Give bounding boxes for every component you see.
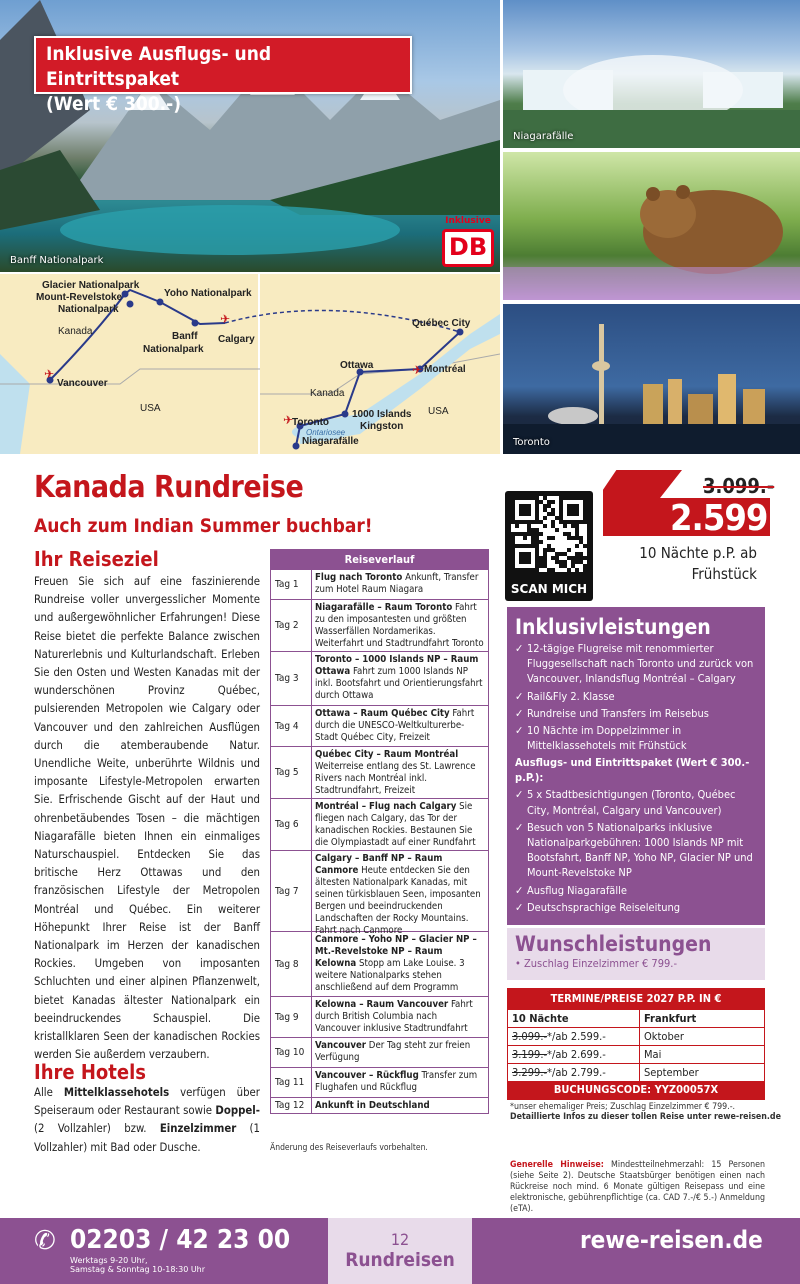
itinerary-table bbox=[270, 549, 489, 1114]
map-label: Mount-Revelstoke bbox=[36, 292, 123, 303]
inclusive-item: ✓ Besuch von 5 Nationalparks inklusive Nationalparkgebühren: 1000 Islands NP mit Bootsfahrt, Banff NP, Yoho NP, Glacier NP und Mount-Revelstoke NP bbox=[515, 820, 759, 881]
itinerary-day-title: Flug nach Toronto bbox=[315, 572, 403, 583]
itinerary-day-title: Québec City – Raum Montréal bbox=[315, 749, 459, 760]
inclusive-box bbox=[507, 607, 765, 925]
map-label: Québec City bbox=[412, 318, 471, 329]
old-price-value: 3.199.- bbox=[512, 1048, 548, 1061]
itinerary-day-text: Fahrt zum 1000 Islands NP inkl. Bootsfahrt und Orientierungsfahrt durch Ottawa bbox=[315, 666, 483, 701]
general-notes bbox=[510, 1160, 765, 1215]
old-price-value: 3.099.- bbox=[512, 1030, 548, 1043]
itinerary-description bbox=[312, 570, 488, 599]
old-price-value: 3.299.- bbox=[512, 1066, 548, 1079]
itinerary-day-title: Vancouver – Rückflug bbox=[315, 1070, 419, 1081]
inclusive-title: Inklusivleistungen bbox=[515, 615, 711, 639]
dates-col-header bbox=[508, 1009, 764, 1027]
map-label: Kanada bbox=[58, 326, 93, 337]
map-label: 1000 Islands bbox=[352, 409, 412, 420]
map-label: Yoho Nationalpark bbox=[164, 288, 252, 299]
itinerary-row bbox=[271, 599, 488, 651]
itinerary-row bbox=[271, 746, 488, 798]
route-map bbox=[0, 274, 500, 454]
toronto-photo bbox=[503, 304, 800, 454]
itinerary-day-title: Vancouver bbox=[315, 1040, 367, 1051]
map-label: Banff bbox=[172, 331, 198, 342]
footnote-1: *unser ehemaliger Preis; Zuschlag Einzelzimmer € 799.-. bbox=[510, 1102, 736, 1112]
itinerary-description bbox=[312, 600, 488, 651]
itinerary-day-text: Transfer zum Flughafen und Rückflug bbox=[315, 1070, 478, 1093]
page-number: 12 bbox=[390, 1230, 410, 1249]
map-label: Montréal bbox=[424, 364, 466, 375]
itinerary-note: Änderung des Reiseverlaufs vorbehalten. bbox=[270, 1143, 428, 1153]
itinerary-day-title: Kelowna – Raum Vancouver bbox=[315, 999, 449, 1010]
svg-text:✈: ✈ bbox=[220, 312, 231, 326]
itinerary-day: Tag 6 bbox=[271, 799, 312, 850]
itinerary-day-text: Fahrt durch British Columbia nach Vancouver inklusive Stadtrundfahrt bbox=[315, 999, 473, 1034]
price-line-1: 10 Nächte p.P. ab bbox=[639, 544, 757, 562]
itinerary-header: Reiseverlauf bbox=[271, 550, 488, 569]
inclusive-list bbox=[507, 641, 765, 753]
dates-header: TERMINE/PREISE 2027 P.P. IN € bbox=[508, 989, 764, 1009]
itinerary-row bbox=[271, 931, 488, 996]
page-section: Rundreisen bbox=[345, 1249, 455, 1271]
itinerary-description bbox=[312, 706, 488, 746]
map-label: Ontariosee bbox=[306, 428, 346, 437]
phone-icon: ✆ bbox=[34, 1226, 56, 1256]
dates-month: September bbox=[644, 1066, 699, 1079]
bear-illustration bbox=[503, 152, 800, 300]
inclusive-item: ✓ 12-tägige Flugreise mit renommierter Fluggesellschaft nach Toronto und zurück von Vancouver, Inlandsflug Montréal – Calgary bbox=[515, 641, 759, 687]
map-label: Nationalpark bbox=[58, 304, 119, 315]
itinerary-day: Tag 9 bbox=[271, 997, 312, 1037]
heading-reiseziel: Ihr Reiseziel bbox=[34, 547, 159, 571]
db-logo: DB bbox=[442, 229, 494, 267]
itinerary-day-text: Fahrt durch die UNESCO-Weltkulturerbe-Stadt Québec City, Freizeit bbox=[315, 708, 475, 743]
package-list bbox=[507, 787, 765, 915]
itinerary-day-title: Ankunft in Deutschland bbox=[315, 1100, 430, 1111]
dates-price bbox=[508, 1064, 640, 1081]
col-nights: 10 Nächte bbox=[508, 1010, 640, 1027]
itinerary-day-text: Stopp am Lake Louise. 3 weitere Nationalparks stehen anschließend auf dem Programm bbox=[315, 958, 465, 993]
wunsch-item: • Zuschlag Einzelzimmer € 799.- bbox=[515, 957, 678, 970]
inclusive-item: ✓ Rail&Fly 2. Klasse bbox=[515, 689, 759, 704]
map-label: Nationalpark bbox=[143, 344, 204, 355]
qr-svg bbox=[511, 496, 587, 572]
inclusive-item: ✓ Deutschsprachige Reiseleitung bbox=[515, 900, 759, 915]
notes-text: Mindestteilnehmerzahl: 15 Personen (siehe Seite 2). Deutsche Staatsbürger benötigen einen nach Rückreise noch mind. 6 Monate gültigen Reisepass und eine elektronische, gebührenpflichtige (ca. CAD 7.-/€ 5.-) Anmeldung (eTA). bbox=[510, 1160, 765, 1214]
itinerary-row bbox=[271, 705, 488, 746]
itinerary-day-title: Niagarafälle – Raum Toronto bbox=[315, 602, 453, 613]
itinerary-day: Tag 8 bbox=[271, 932, 312, 996]
itinerary-day-title: Montréal – Flug nach Calgary bbox=[315, 801, 457, 812]
itinerary-day: Tag 12 bbox=[271, 1098, 312, 1113]
map-label: Vancouver bbox=[57, 378, 108, 389]
old-price: 3.099.- bbox=[703, 474, 775, 498]
dates-price bbox=[508, 1046, 640, 1063]
itinerary-day-text: Weiterreise entlang des St. Lawrence Rivers nach Montréal inkl. Stadtrundfahrt, Freizeit bbox=[315, 761, 476, 796]
svg-text:✈: ✈ bbox=[44, 367, 55, 381]
itinerary-day-title: Canmore – Yoho NP – Glacier NP – Mt.-Revelstoke NP – Raum Kelowna bbox=[315, 934, 477, 969]
map-label: Niagarafälle bbox=[302, 436, 359, 447]
hours-line-2: Samstag & Sonntag 10-18:30 Uhr bbox=[70, 1265, 206, 1274]
db-label: Inklusive bbox=[445, 216, 491, 226]
bear-photo bbox=[503, 152, 800, 300]
itinerary-row bbox=[271, 1067, 488, 1097]
itinerary-day-text: Heute entdecken Sie den ältesten Nationalpark Kanadas, mit seinen türkisblauen Seen, imposanten Bergen und beeindruckenden Landschaften der Rocky Mountains. Fahrt nach Canmore bbox=[315, 865, 481, 936]
wunsch-title: Wunschleistungen bbox=[515, 932, 712, 956]
itinerary-row bbox=[271, 651, 488, 705]
inclusive-item: ✓ Rundreise und Transfers im Reisebus bbox=[515, 706, 759, 721]
new-price: 2.599.- bbox=[670, 498, 792, 539]
map-label: USA bbox=[428, 406, 449, 417]
svg-text:✈: ✈ bbox=[412, 363, 423, 377]
itinerary-day-text: Der Tag steht zur freien Verfügung bbox=[315, 1040, 471, 1063]
price-subtext bbox=[600, 543, 757, 585]
page-title: Kanada Rundreise bbox=[34, 470, 304, 505]
itinerary-description bbox=[312, 799, 488, 850]
dates-row bbox=[508, 1027, 764, 1045]
map-label: USA bbox=[140, 403, 161, 414]
itinerary-day: Tag 5 bbox=[271, 747, 312, 798]
map-label: Ottawa bbox=[340, 360, 374, 371]
itinerary-description bbox=[312, 652, 488, 705]
itinerary-row bbox=[271, 1037, 488, 1067]
skyline-illustration bbox=[503, 304, 800, 454]
map-label: Kanada bbox=[310, 388, 345, 399]
price-value: */ab 2.699.- bbox=[547, 1048, 606, 1061]
caption-banff: Banff Nationalpark bbox=[10, 255, 104, 266]
svg-text:✈: ✈ bbox=[283, 413, 294, 427]
itinerary-day: Tag 11 bbox=[271, 1068, 312, 1097]
qr-pattern bbox=[511, 496, 587, 572]
col-departure: Frankfurt bbox=[644, 1012, 697, 1025]
qr-label: SCAN MICH bbox=[510, 582, 588, 596]
inclusive-item: ✓ 5 x Stadtbesichtigungen (Toronto, Québec City, Montréal, Calgary und Vancouver) bbox=[515, 787, 759, 817]
itinerary-description bbox=[312, 932, 488, 996]
itinerary-day: Tag 3 bbox=[271, 652, 312, 705]
itinerary-description bbox=[312, 1038, 488, 1067]
itinerary-day-text: Fahrt zu den imposantesten und größten Wasserfällen Nordamerikas. Weiterfahrt und Stadtrundfahrt Toronto bbox=[315, 602, 484, 649]
dates-price bbox=[508, 1028, 640, 1045]
wunsch-box bbox=[507, 928, 765, 980]
dates-row bbox=[508, 1063, 764, 1081]
itinerary-row bbox=[271, 1097, 488, 1113]
itinerary-day-text: Ankunft, Transfer zum Hotel Raum Niagara bbox=[315, 572, 479, 595]
heading-hotels: Ihre Hotels bbox=[34, 1060, 146, 1084]
package-title: Ausflugs- und Eintrittspaket (Wert € 300.- p.P.): bbox=[515, 756, 750, 785]
itinerary-description bbox=[312, 1068, 488, 1097]
itinerary-description bbox=[312, 1098, 488, 1113]
ribbon-line-2: (Wert € 300.-) bbox=[46, 93, 182, 115]
itinerary-row bbox=[271, 850, 488, 936]
itinerary-day-title: Toronto – 1000 Islands NP – Raum Ottawa bbox=[315, 654, 479, 677]
phone-number[interactable]: 02203 / 42 23 00 bbox=[70, 1225, 291, 1255]
dates-month: Oktober bbox=[644, 1030, 684, 1043]
map-label: Glacier Nationalpark bbox=[42, 280, 140, 291]
price-value: */ab 2.599.- bbox=[547, 1030, 606, 1043]
itinerary-description bbox=[312, 747, 488, 798]
phone-hours bbox=[70, 1256, 205, 1274]
notes-label: Generelle Hinweise: bbox=[510, 1160, 604, 1170]
itinerary-description bbox=[312, 851, 488, 936]
itinerary-row bbox=[271, 569, 488, 599]
price-line-2: Frühstück bbox=[691, 565, 757, 583]
hotels-text: Alle Mittelklassehotels verfügen über Speiseraum oder Restaurant sowie Doppel- (2 Vollzahler) bzw. Einzelzimmer (1 Vollzahler) mit Bad oder Dusche. bbox=[34, 1086, 260, 1154]
inclusive-item: ✓ Ausflug Niagarafälle bbox=[515, 883, 759, 898]
caption-niagara: Niagarafälle bbox=[513, 131, 574, 142]
dates-prices-table bbox=[507, 988, 765, 1100]
map-label: Toronto bbox=[292, 417, 330, 428]
inclusive-item: ✓ 10 Nächte im Doppelzimmer in Mittelklassehotels mit Frühstück bbox=[515, 723, 759, 753]
waterfall-illustration bbox=[503, 0, 800, 148]
dates-month: Mai bbox=[644, 1048, 662, 1061]
map-label: Calgary bbox=[218, 334, 255, 345]
footnote-2: Detaillierte Infos zu dieser tollen Reise unter rewe-reisen.de bbox=[510, 1112, 781, 1122]
itinerary-day-title: Ottawa – Raum Québec City bbox=[315, 708, 450, 719]
itinerary-day-text: Sie fliegen nach Calgary, das Tor der kanadischen Rockies. Bestaunen Sie die Olympiastadt auf einer Rundfahrt bbox=[315, 801, 476, 848]
map-label: Kingston bbox=[360, 421, 404, 432]
website-link[interactable]: rewe-reisen.de bbox=[580, 1226, 763, 1254]
qr-code[interactable] bbox=[505, 491, 593, 601]
itinerary-row bbox=[271, 996, 488, 1037]
price-value: */ab 2.799.- bbox=[547, 1066, 606, 1079]
hours-line-1: Werktags 9-20 Uhr, bbox=[70, 1256, 148, 1265]
itinerary-day-title: Calgary – Banff NP – Raum Canmore bbox=[315, 853, 443, 876]
itinerary-day: Tag 10 bbox=[271, 1038, 312, 1067]
itinerary-day: Tag 4 bbox=[271, 706, 312, 746]
booking-code: BUCHUNGSCODE: YYZ00057X bbox=[508, 1081, 764, 1099]
itinerary-day: Tag 2 bbox=[271, 600, 312, 651]
niagara-photo bbox=[503, 0, 800, 148]
itinerary-row bbox=[271, 798, 488, 850]
itinerary-day: Tag 1 bbox=[271, 570, 312, 599]
itinerary-day: Tag 7 bbox=[271, 851, 312, 931]
caption-toronto: Toronto bbox=[513, 437, 550, 448]
page-indicator bbox=[328, 1218, 472, 1284]
itinerary-description bbox=[312, 997, 488, 1037]
ribbon-line-1: Inklusive Ausflugs- und Eintrittspaket bbox=[46, 43, 272, 90]
dates-row bbox=[508, 1045, 764, 1063]
page-subtitle: Auch zum Indian Summer buchbar! bbox=[34, 515, 373, 537]
promo-ribbon bbox=[34, 36, 412, 115]
reiseziel-text: Freuen Sie sich auf eine faszinierende Rundreise voller unvergesslicher Momente und außergewöhnlicher Erfahrungen! Diese Reise bietet die perfekte Balance zwischen Naturerlebnis und Kulturlandschaft. Erleben Sie den Osten und Westen Kanadas mit der wunderschönen Provinz Québec, pulsierenden Metropolen wie Calgary oder Vancouver und den zahlreichen Ausflügen durch die atemberaubende Natur. Unendliche Weite, unberührte Wildnis und imposante Lifestyle-Metropolen erwarten Sie. Erfrischende Gischt auf der Haut und ohrenbetäubendes Tosen – die mächtigen Niagarafälle bieten Ihnen ein einmaliges Naturschauspiel. Entdecken Sie das britische Herz Ottawas und den französischen Lifestyle der Metropolen Montréal und Québec. Ein weiterer Höhepunkt Ihrer Reise ist der Banff Nationalpark im Herzen der kanadischen Rockies. Umgeben von imposanten Schluchten und einer alpinen Pflanzenwelt, bietet Kanadas ältester Nationalpark ein beeindruckendes Schauspiel. Die kristallklaren Seen der kanadischen Rockies werden Sie außerdem verzaubern. bbox=[34, 575, 260, 1062]
